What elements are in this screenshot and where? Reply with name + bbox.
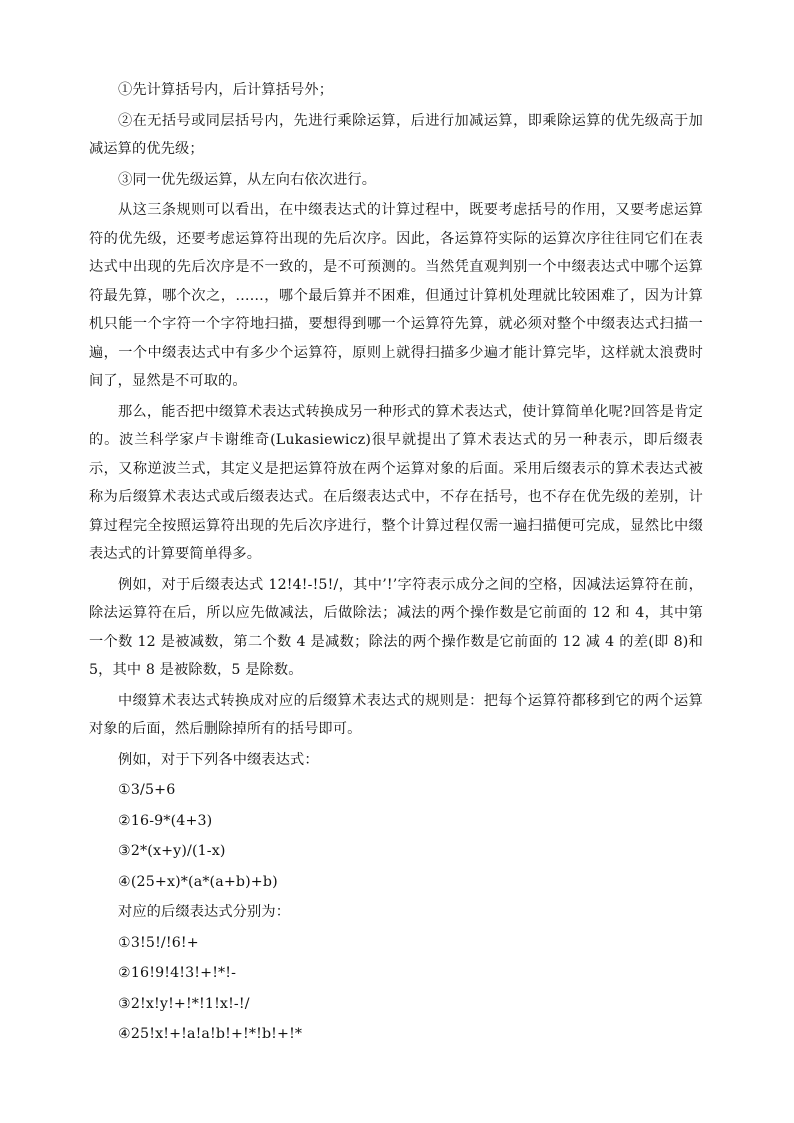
infix-example-4: ④(25+x)*(a*(a+b)+b) bbox=[118, 873, 278, 890]
infix-examples-intro: 例如，对于下列各中缀表达式： bbox=[118, 751, 319, 768]
rule-3-paragraph: ③同一优先级运算，从左向右依次进行。 bbox=[118, 171, 377, 188]
postfix-example-4: ④25!x!+!a!a!b!+!*!b!+!* bbox=[118, 1026, 303, 1042]
postfix-intro-paragraph: 那么，能否把中缀算术表达式转换成另一种形式的算术表达式，使计算简单化呢?回答是肯定的。波兰科学家卢卡谢维奇(Lukasiewicz)很早就提出了算术表达式的另一种表示，即后缀表示，又称逆波兰式，其定义是把运算符放在两个运算对象的后面。采用后缀表示的算术表达式被称为后缀算术表达式或后缀表达式。在后缀表达式中，不存在括号，也不存在优先级的差别，计算过程完全按照运算符出现的先后次序进行，整个计算过程仅需一遍扫描便可完成，显然比中缀表达式的计算要简单得多。 bbox=[89, 403, 703, 562]
postfix-example-1: ①3!5!/!6!+ bbox=[118, 934, 199, 951]
conversion-rule-paragraph: 中缀算术表达式转换成对应的后缀算术表达式的规则是：把每个运算符都移到它的两个运算对象的后面，然后删除掉所有的括号即可。 bbox=[89, 692, 703, 737]
rule-1-paragraph: ①先计算括号内，后计算括号外； bbox=[118, 82, 334, 98]
infix-discussion-paragraph: 从这三条规则可以看出，在中缀表达式的计算过程中，既要考虑括号的作用，又要考虑运算符的优先级，还要考虑运算符出现的先后次序。因此，各运算符实际的运算次序往往同它们在表达式中出现的先后次序是不一致的，是不可预测的。当然凭直观判别一个中缀表达式中哪个运算符最先算，哪个次之，……，哪个最后算并不困难，但通过计算机处理就比较困难了，因为计算机只能一个字符一个字符地扫描，要想得到哪一个运算符先算，就必须对整个中缀表达式扫描一遍，一个中缀表达式中有多少个运算符，原则上就得扫描多少遍才能计算完毕，这样就太浪费时间了，显然是不可取的。 bbox=[89, 202, 703, 389]
document-body bbox=[89, 76, 703, 1049]
postfix-examples-intro: 对应的后缀表达式分别为： bbox=[118, 904, 291, 920]
infix-example-3: ③2*(x+y)/(1-x) bbox=[118, 843, 226, 859]
postfix-example-paragraph: 例如，对于后缀表达式 12!4!-!5!/，其中’!’字符表示成分之间的空格，因减法运算符在前，除法运算符在后，所以应先做减法，后做除法；减法的两个操作数是它前面的 12 和 4，其中第一个数 12 是被减数，第二个数 4 是减数；除法的两个操作数是它前面的 12 减 4 的差(即 8)和 5，其中 8 是被除数，5 是除数。 bbox=[89, 576, 703, 678]
infix-example-1: ①3/5+6 bbox=[118, 782, 176, 798]
infix-example-2: ②16-9*(4+3) bbox=[118, 812, 213, 829]
postfix-example-2: ②16!9!4!3!+!*!- bbox=[118, 965, 237, 981]
postfix-example-3: ③2!x!y!+!*!1!x!-!/ bbox=[118, 995, 250, 1012]
rule-2-paragraph: ②在无括号或同层括号内，先进行乘除运算，后进行加减运算，即乘除运算的优先级高于加减运算的优先级； bbox=[89, 112, 703, 157]
